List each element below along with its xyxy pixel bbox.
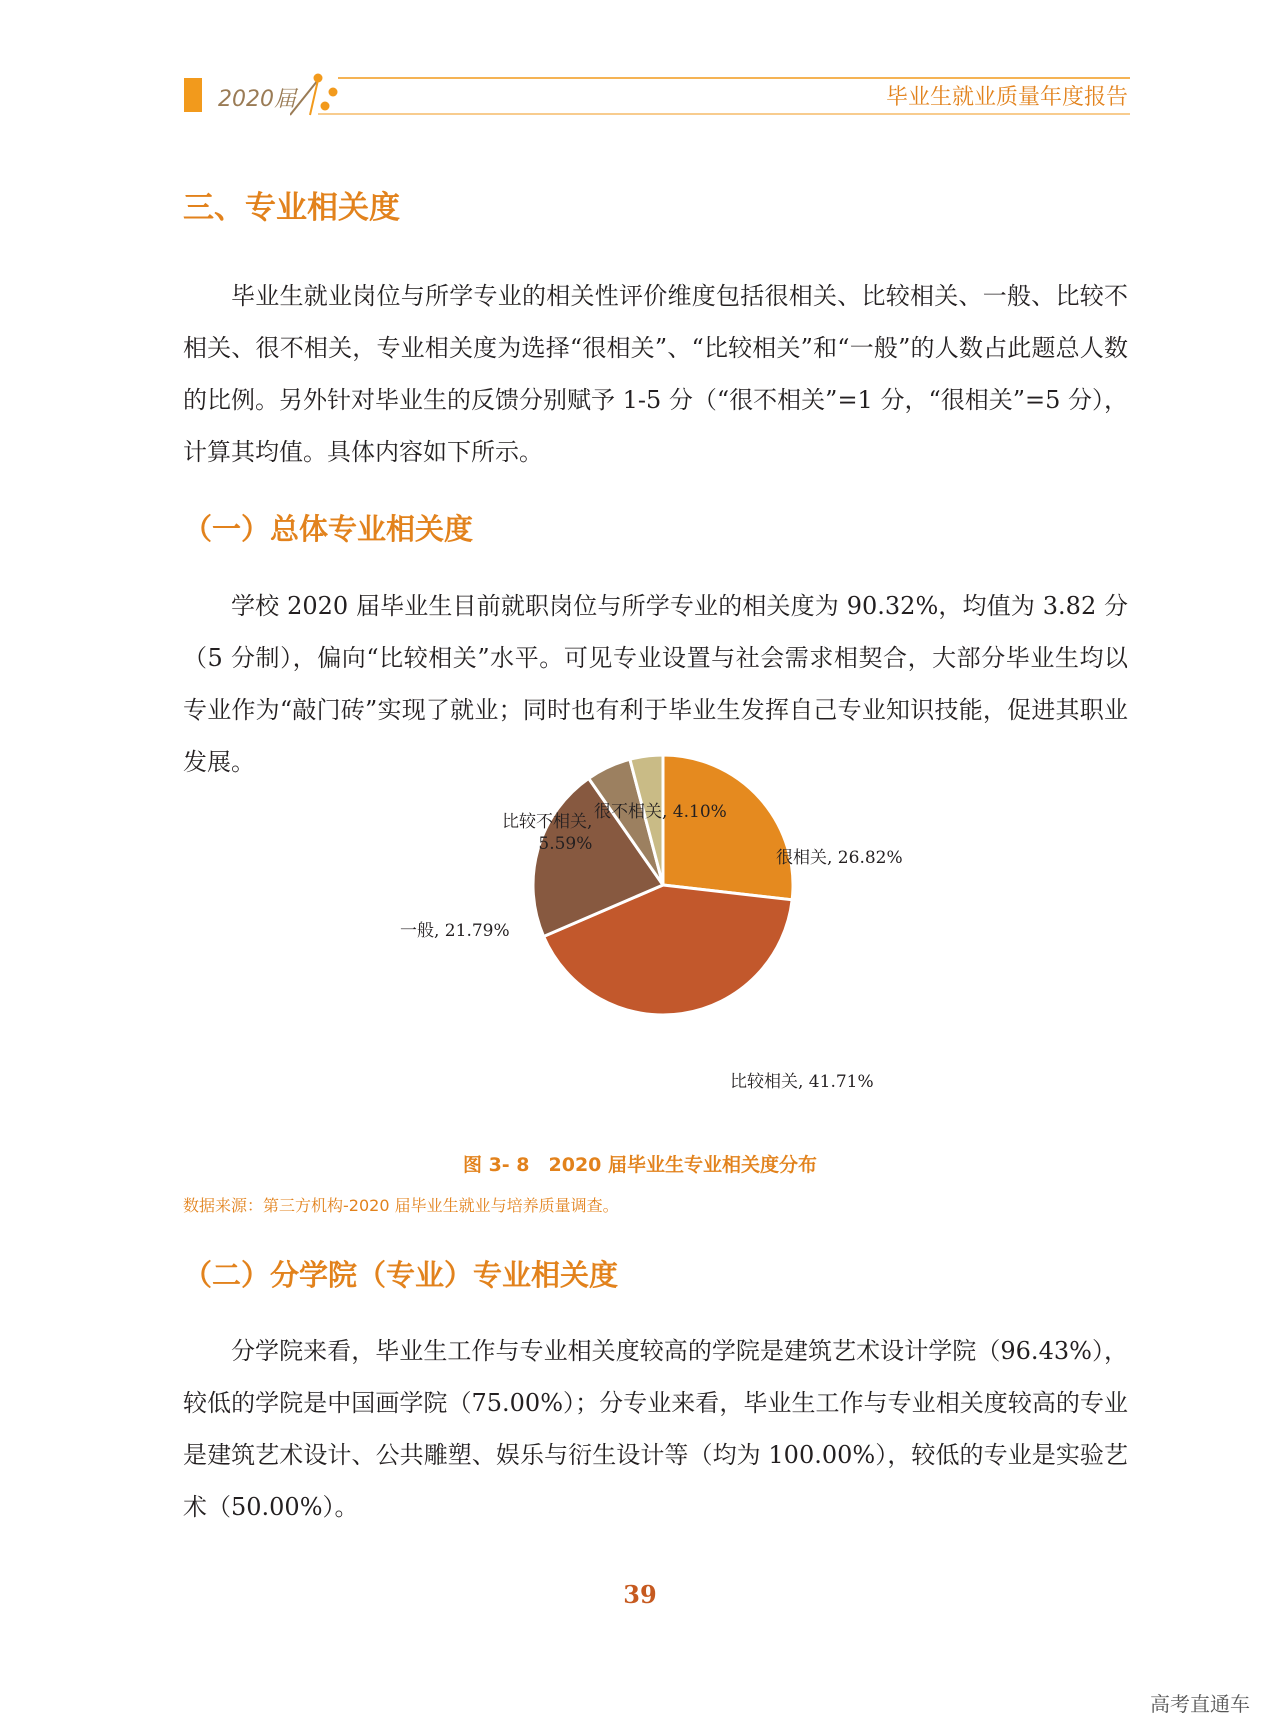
section-intro-paragraph: 毕业生就业岗位与所学专业的相关性评价维度包括很相关、比较相关、一般、比较不相关、很不相关，专业相关度为选择“很相关”、“比较相关”和“一般”的人数占此题总人数的比例。另外针对毕业生的反馈分别赋予 1-5 分（“很不相关”=1 分，“很相关”=5 分），计算其均值。具体内容如下所示。 (183, 282, 1128, 466)
pie-chart (380, 785, 940, 1125)
figure-source: 数据来源：第三方机构-2020 届毕业生就业与培养质量调查。 (183, 1196, 619, 1215)
page-number: 39 (623, 1580, 657, 1609)
subsection2-paragraph: 分学院来看，毕业生工作与专业相关度较高的学院是建筑艺术设计学院（96.43%），较低的学院是中国画学院（75.00%）；分专业来看，毕业生工作与专业相关度较高的专业是建筑艺术设计、公共雕塑、娱乐与衍生设计等（均为 100.00%），较低的专业是实验艺术（50.00%）。 (183, 1337, 1128, 1521)
page-header (0, 0, 1280, 130)
pie-label-very-related: 很相关, 26.82% (776, 848, 903, 868)
watermark: 高考直通车 (1150, 1692, 1250, 1716)
pie-label-neutral: 一般, 21.79% (400, 921, 510, 941)
section-title: 三、专业相关度 (183, 190, 400, 226)
header-accent-bar (184, 78, 202, 112)
header-year-label: 2020届 (218, 87, 296, 112)
pie-label-not-related: 比较不相关, 5.59% (502, 812, 593, 854)
subsection1-title: （一）总体专业相关度 (183, 512, 474, 546)
pie-label-related: 比较相关, 41.71% (730, 1072, 874, 1092)
subsection2-title: （二）分学院（专业）专业相关度 (183, 1258, 619, 1292)
header-report-title: 毕业生就业质量年度报告 (885, 85, 1128, 110)
pie-label-very-unrelated: 很不相关, 4.10% (594, 802, 727, 822)
figure-caption: 图 3- 8 2020 届毕业生专业相关度分布 (462, 1154, 818, 1176)
subsection1-paragraph: 学校 2020 届毕业生目前就职岗位与所学专业的相关度为 90.32%，均值为 3.82 分（5 分制），偏向“比较相关”水平。可见专业设置与社会需求相契合，大部分毕业生均以专业作为“敲门砖”实现了就业；同时也有利于毕业生发挥自己专业知识技能，促进其职业发展。 (183, 592, 1128, 776)
